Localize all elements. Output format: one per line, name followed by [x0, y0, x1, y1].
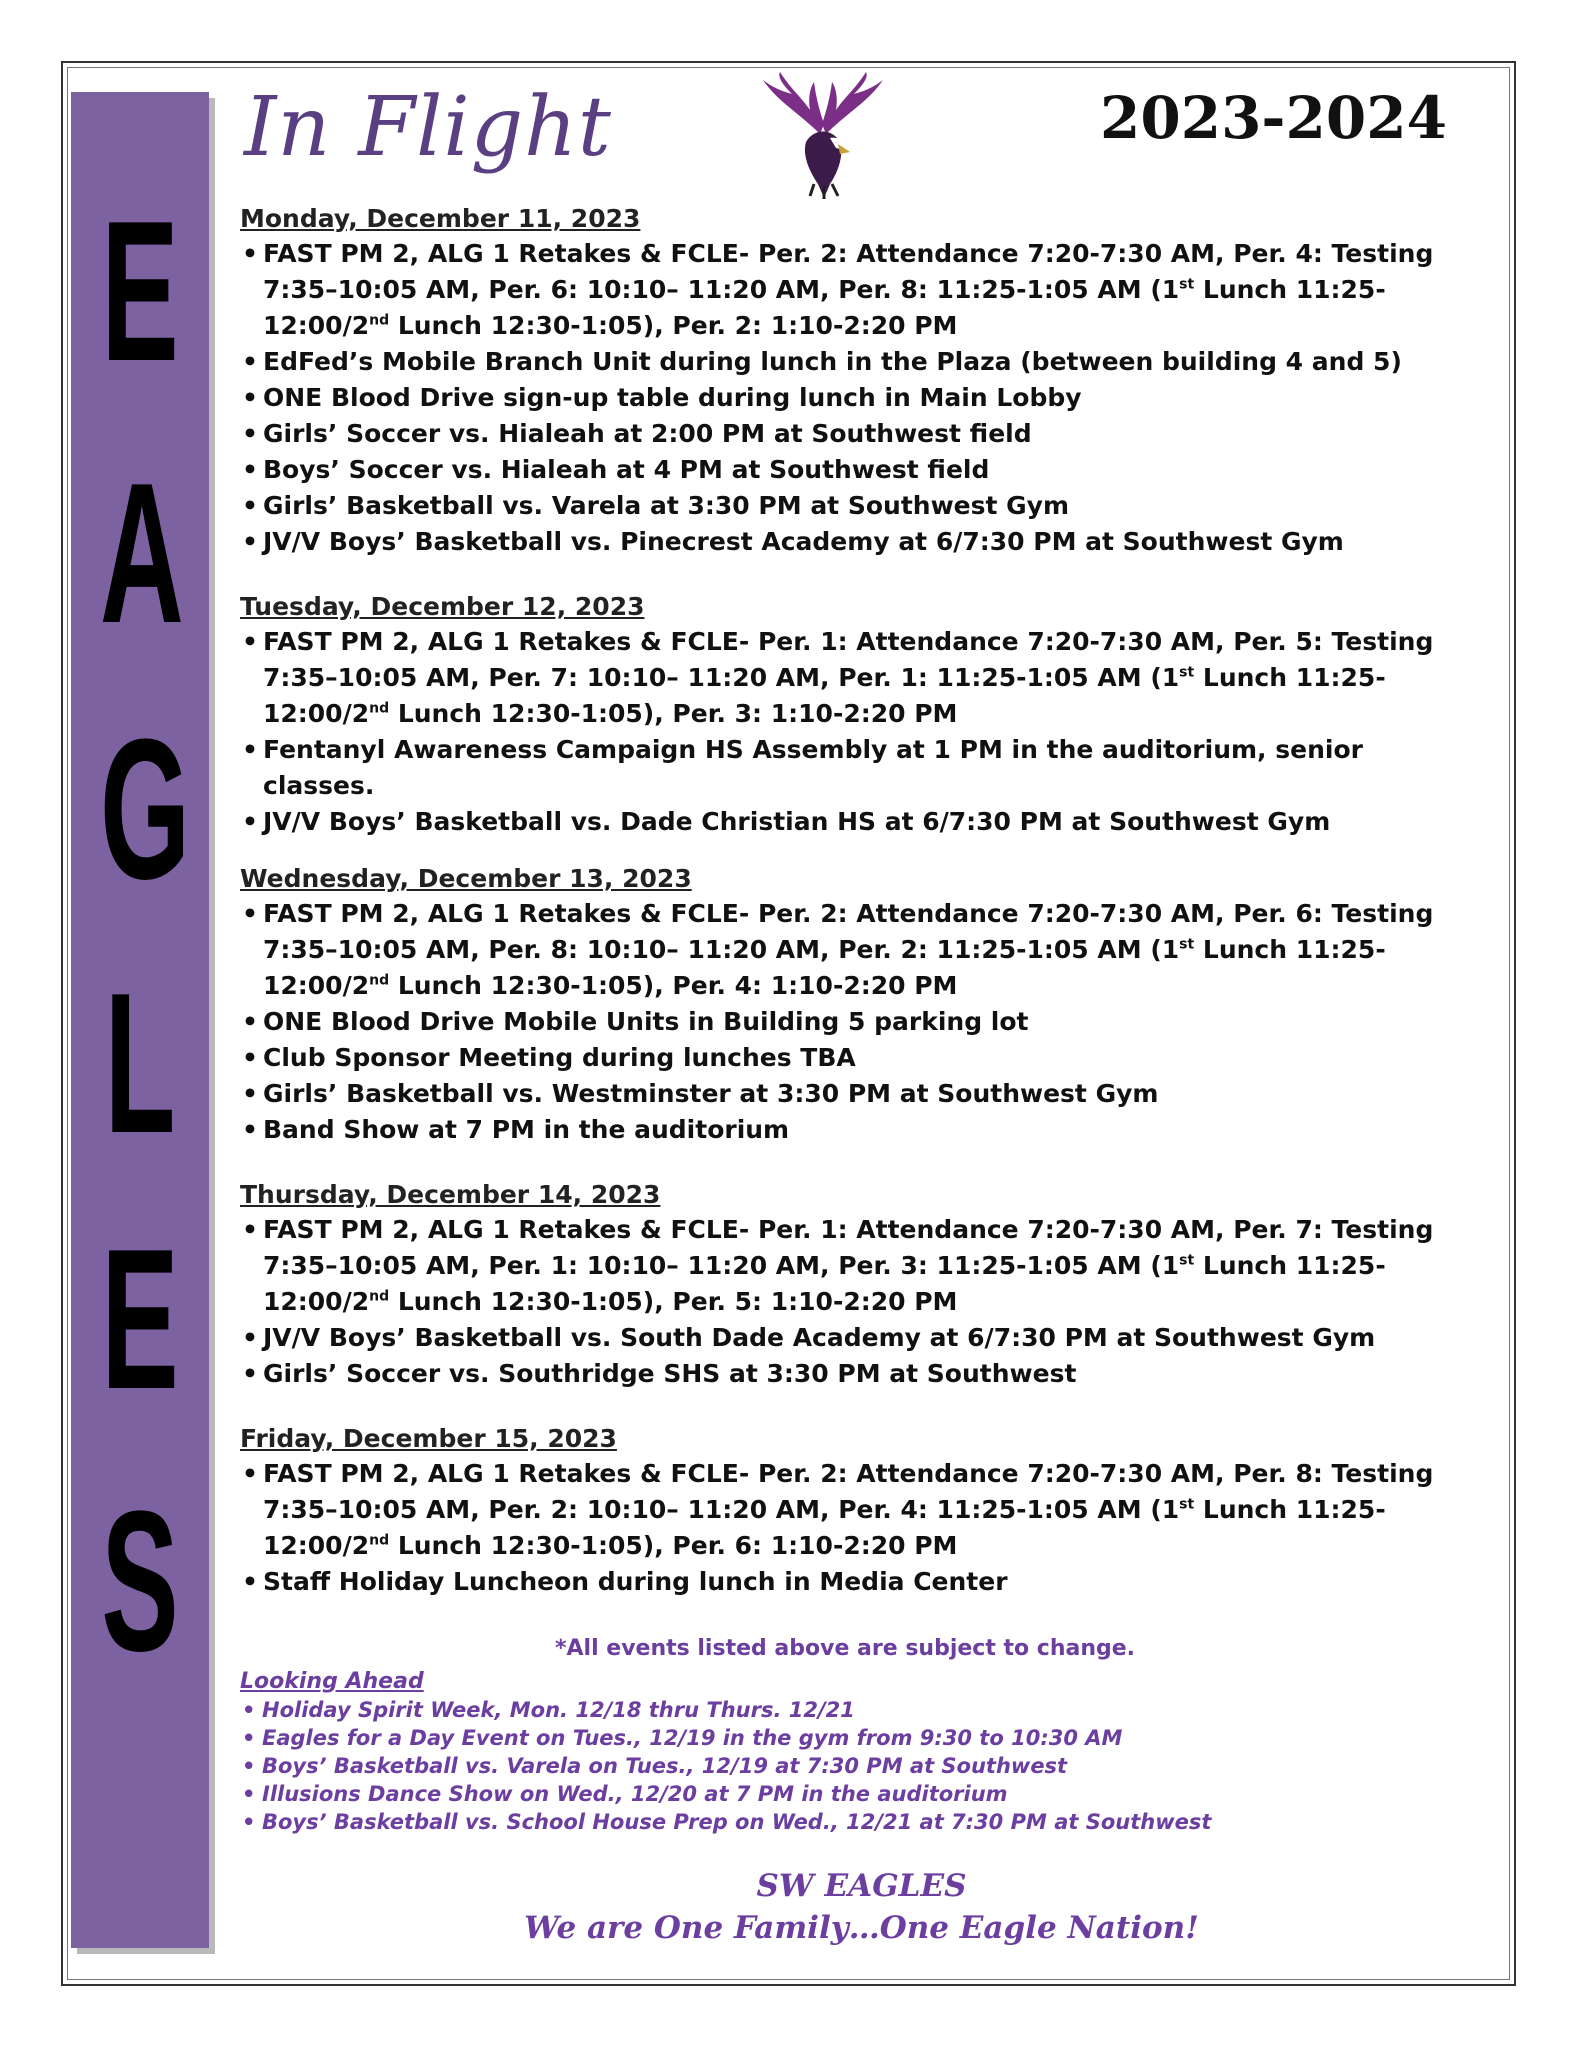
event-text: FAST PM 2, ALG 1 Retakes & FCLE- Per. 1: Attendance 7:20-7:30 AM, Per. 5: Testing 7:35–10:05 AM, Per. 7: 10:10– 11:20 AM, Per. 1: 11:25-1:05 AM (1st Lunch 11:25-12:00/2nd Lunch 12:30-1:05), Per. 3: 1:10-2:20 PM — [263, 627, 1434, 728]
eagles-sidebar-letters — [71, 92, 209, 1948]
weekly-schedule — [240, 202, 1480, 1600]
day-heading: Thursday, December 14, 2023 — [240, 1180, 661, 1209]
event-text: Band Show at 7 PM in the auditorium — [263, 1115, 790, 1144]
event-item — [240, 1356, 1480, 1392]
event-item — [240, 804, 1480, 840]
event-item — [240, 524, 1480, 560]
looking-ahead-title: Looking Ahead — [240, 1669, 424, 1694]
sidebar-letter: E — [101, 1208, 179, 1431]
upcoming-text: Boys’ Basketball vs. Varela on Tues., 12/19 at 7:30 PM at Southwest — [262, 1754, 1068, 1778]
change-notice: *All events listed above are subject to change. — [555, 1636, 1136, 1661]
event-text: EdFed’s Mobile Branch Unit during lunch in the Plaza (between building 4 and 5) — [263, 347, 1402, 376]
event-item — [240, 1456, 1480, 1564]
event-item — [240, 236, 1480, 344]
day-heading: Tuesday, December 12, 2023 — [240, 592, 645, 621]
event-item — [240, 624, 1480, 732]
event-text: FAST PM 2, ALG 1 Retakes & FCLE- Per. 1: Attendance 7:20-7:30 AM, Per. 7: Testing 7:35–10:05 AM, Per. 1: 10:10– 11:20 AM, Per. 3: 11:25-1:05 AM (1st Lunch 11:25-12:00/2nd Lunch 12:30-1:05), Per. 5: 1:10-2:20 PM — [263, 1215, 1434, 1316]
upcoming-item — [240, 1752, 1211, 1780]
event-item — [240, 1076, 1480, 1112]
event-text: Girls’ Soccer vs. Hialeah at 2:00 PM at Southwest field — [263, 419, 1032, 448]
sidebar-letter: G — [99, 698, 191, 921]
event-item — [240, 1040, 1480, 1076]
event-text: FAST PM 2, ALG 1 Retakes & FCLE- Per. 2: Attendance 7:20-7:30 AM, Per. 8: Testing 7:35–10:05 AM, Per. 2: 10:10– 11:20 AM, Per. 4: 11:25-1:05 AM (1st Lunch 11:25-12:00/2nd Lunch 12:30-1:05), Per. 6: 1:10-2:20 PM — [263, 1459, 1434, 1560]
day-monday — [240, 202, 1480, 560]
sidebar-letter: E — [101, 180, 179, 403]
day-tuesday — [240, 590, 1480, 840]
event-item — [240, 416, 1480, 452]
event-item — [240, 1564, 1480, 1600]
event-item — [240, 1004, 1480, 1040]
event-item — [240, 380, 1480, 416]
school-year: 2023-2024 — [1100, 84, 1447, 152]
masthead-title: In Flight — [244, 80, 612, 175]
event-item — [240, 896, 1480, 1004]
event-item — [240, 488, 1480, 524]
event-text: JV/V Boys’ Basketball vs. Dade Christian HS at 6/7:30 PM at Southwest Gym — [263, 807, 1331, 836]
event-text: Girls’ Basketball vs. Varela at 3:30 PM at Southwest Gym — [263, 491, 1070, 520]
event-text: Staff Holiday Luncheon during lunch in Media Center — [263, 1567, 1008, 1596]
upcoming-item — [240, 1696, 1211, 1724]
eagle-logo-icon — [758, 72, 888, 200]
day-heading: Friday, December 15, 2023 — [240, 1424, 617, 1453]
sidebar-letter: A — [99, 442, 184, 665]
event-text: Girls’ Basketball vs. Westminster at 3:30 PM at Southwest Gym — [263, 1079, 1159, 1108]
event-item — [240, 1112, 1480, 1148]
upcoming-text: Boys’ Basketball vs. School House Prep on Wed., 12/21 at 7:30 PM at Southwest — [262, 1810, 1212, 1834]
event-item — [240, 452, 1480, 488]
footer-slogan: We are One Family…One Eagle Nation! — [524, 1910, 1199, 1946]
day-friday — [240, 1422, 1480, 1600]
event-text: Boys’ Soccer vs. Hialeah at 4 PM at Southwest field — [263, 455, 990, 484]
event-text: Fentanyl Awareness Campaign HS Assembly at 1 PM in the auditorium, senior classes. — [263, 735, 1363, 800]
event-text: FAST PM 2, ALG 1 Retakes & FCLE- Per. 2: Attendance 7:20-7:30 AM, Per. 6: Testing 7:35–10:05 AM, Per. 8: 10:10– 11:20 AM, Per. 2: 11:25-1:05 AM (1st Lunch 11:25-12:00/2nd Lunch 12:30-1:05), Per. 4: 1:10-2:20 PM — [263, 899, 1434, 1000]
sidebar-letter: L — [104, 952, 176, 1175]
upcoming-text: Eagles for a Day Event on Tues., 12/19 in the gym from 9:30 to 10:30 AM — [262, 1726, 1123, 1750]
event-text: ONE Blood Drive sign-up table during lunch in Main Lobby — [263, 383, 1082, 412]
event-item — [240, 1320, 1480, 1356]
upcoming-item — [240, 1780, 1211, 1808]
event-text: ONE Blood Drive Mobile Units in Building 5 parking lot — [263, 1007, 1029, 1036]
day-thursday — [240, 1178, 1480, 1392]
event-text: FAST PM 2, ALG 1 Retakes & FCLE- Per. 2: Attendance 7:20-7:30 AM, Per. 4: Testing 7:35–10:05 AM, Per. 6: 10:10– 11:20 AM, Per. 8: 11:25-1:05 AM (1st Lunch 11:25-12:00/2nd Lunch 12:30-1:05), Per. 2: 1:10-2:20 PM — [263, 239, 1434, 340]
day-heading: Wednesday, December 13, 2023 — [240, 864, 692, 893]
upcoming-text: Holiday Spirit Week, Mon. 12/18 thru Thurs. 12/21 — [262, 1698, 855, 1722]
event-text: Club Sponsor Meeting during lunches TBA — [263, 1043, 856, 1072]
upcoming-text: Illusions Dance Show on Wed., 12/20 at 7 PM in the auditorium — [262, 1782, 1008, 1806]
event-text: JV/V Boys’ Basketball vs. South Dade Academy at 6/7:30 PM at Southwest Gym — [263, 1323, 1376, 1352]
sidebar-letter: S — [101, 1470, 179, 1693]
upcoming-item — [240, 1808, 1211, 1836]
upcoming-item — [240, 1724, 1211, 1752]
day-heading: Monday, December 11, 2023 — [240, 204, 641, 233]
day-wednesday — [240, 862, 1480, 1148]
event-item — [240, 732, 1480, 804]
looking-ahead — [240, 1668, 1211, 1836]
event-text: JV/V Boys’ Basketball vs. Pinecrest Academy at 6/7:30 PM at Southwest Gym — [263, 527, 1344, 556]
event-text: Girls’ Soccer vs. Southridge SHS at 3:30 PM at Southwest — [263, 1359, 1077, 1388]
footer-title: SW EAGLES — [756, 1868, 967, 1904]
event-item — [240, 1212, 1480, 1320]
event-item — [240, 344, 1480, 380]
